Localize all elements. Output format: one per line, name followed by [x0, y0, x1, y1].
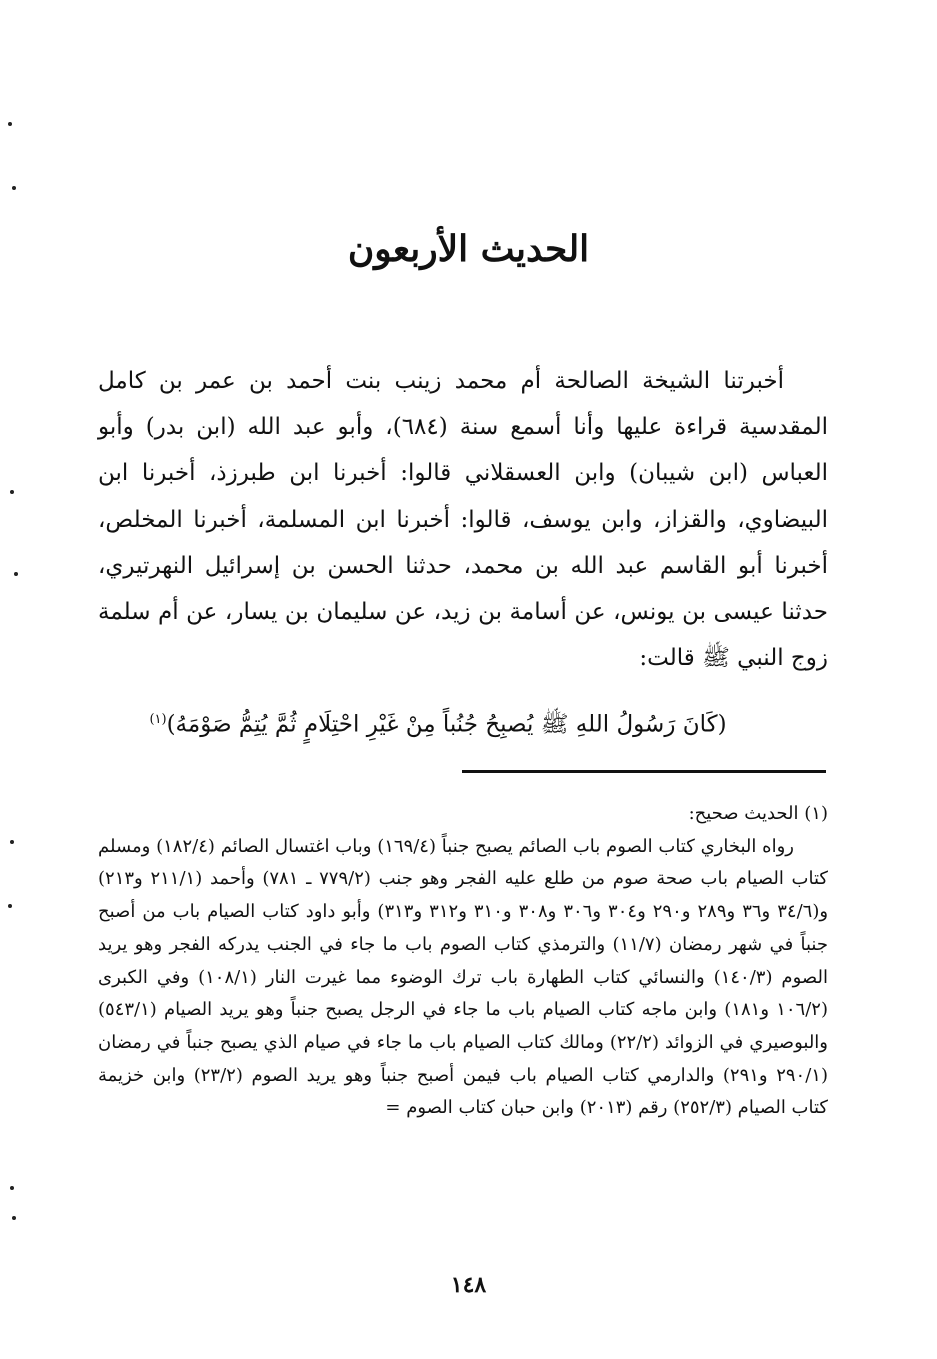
scan-speck — [10, 490, 14, 494]
isnad-paragraph: أخبرتنا الشيخة الصالحة أم محمد زينب بنت أحمد بن عمر بن كامل المقدسية قراءة عليها وأنا أسمع سنة (٦٨٤)، وأبو عبد الله (ابن بدر) وأبو العباس (ابن شيبان) وابن العسقلاني قالوا: أخبرنا ابن طبرزذ، أخبرنا ابن البيضاوي، والقزاز، وابن يوسف، قالوا: أخبرنا ابن المسلمة، أخبرنا المخلص، أخبرنا أبو القاسم عبد الله بن محمد، حدثنا الحسن بن إسرائيل النهرتيري، حدثنا عيسى بن يونس، عن أسامة بن زيد، عن سليمان بن يسار، عن أم سلمة زوج النبي ﷺ قالت: — [98, 368, 828, 672]
scan-speck — [14, 572, 18, 576]
scan-speck — [10, 1186, 14, 1190]
footnote-heading: (١) الحديث صحيح: — [688, 803, 828, 824]
scan-speck — [8, 122, 12, 126]
footnote-marker[interactable]: (١) — [149, 712, 167, 727]
isnad-paragraph-block — [98, 358, 828, 681]
footnote-separator — [462, 770, 826, 773]
footnote-body: رواه البخاري كتاب الصوم باب الصائم يصبح جنباً (١٦٩/٤) وباب اغتسال الصائم (١٨٢/٤) ومسلم كتاب الصيام باب صحة صوم من طلع عليه الفجر وهو جنب (٧٧٩/٢ ـ ٧٨١) وأحمد (٢١١/١ و٢١٣) و(٣٤/٦ و٣٦ و٢٨٩ و٢٩٠ و٣٠٤ و٣٠٦ و٣٠٨ و٣١٠ و٣١٢ و٣١٣) وأبو داود كتاب الصيام باب من أصبح جنباً في شهر رمضان (١١/٧) والترمذي كتاب الصوم باب ما جاء في الجنب يدركه الفجر وهو يريد الصوم (١٤٠/٣) والنسائي كتاب الطهارة باب ترك الوضوء مما غيرت النار (١٠٨/١) وفي الكبرى (١٠٦/٢ و١٨١) وابن ماجه كتاب الصيام باب ما جاء في الرجل يصبح جنباً وهو يريد الصيام (٥٤٣/١) والبوصيري في الزوائد (٢٢/٢) ومالك كتاب الصيام باب ما جاء في صيام الذي يصبح جنباً في رمضان (٢٩٠/١ و٢٩١) والدارمي كتاب الصيام باب فيمن أصبح جنباً وهو يريد الصوم (٢٣/٢) وابن خزيمة كتاب الصيام (٢٥٢/٣) رقم (٢٠١٣) وابن حبان كتاب الصوم = — [98, 835, 829, 1119]
page-number: ١٤٨ — [450, 1272, 487, 1298]
footnote-block — [98, 798, 828, 1125]
hadith-text-block — [98, 700, 778, 745]
hadith-text: (كَانَ رَسُولُ اللهِ ﷺ يُصبِحُ جُنُباً مِنْ غَيْرِ احْتِلَامٍ ثُمَّ يُتِمُّ صَوْمَهُ) — [166, 711, 727, 738]
scan-speck — [10, 840, 14, 844]
scan-speck — [12, 1216, 16, 1220]
scan-speck — [12, 186, 16, 190]
chapter-title: الحديث الأربعون — [347, 228, 590, 270]
scan-speck — [8, 904, 12, 908]
